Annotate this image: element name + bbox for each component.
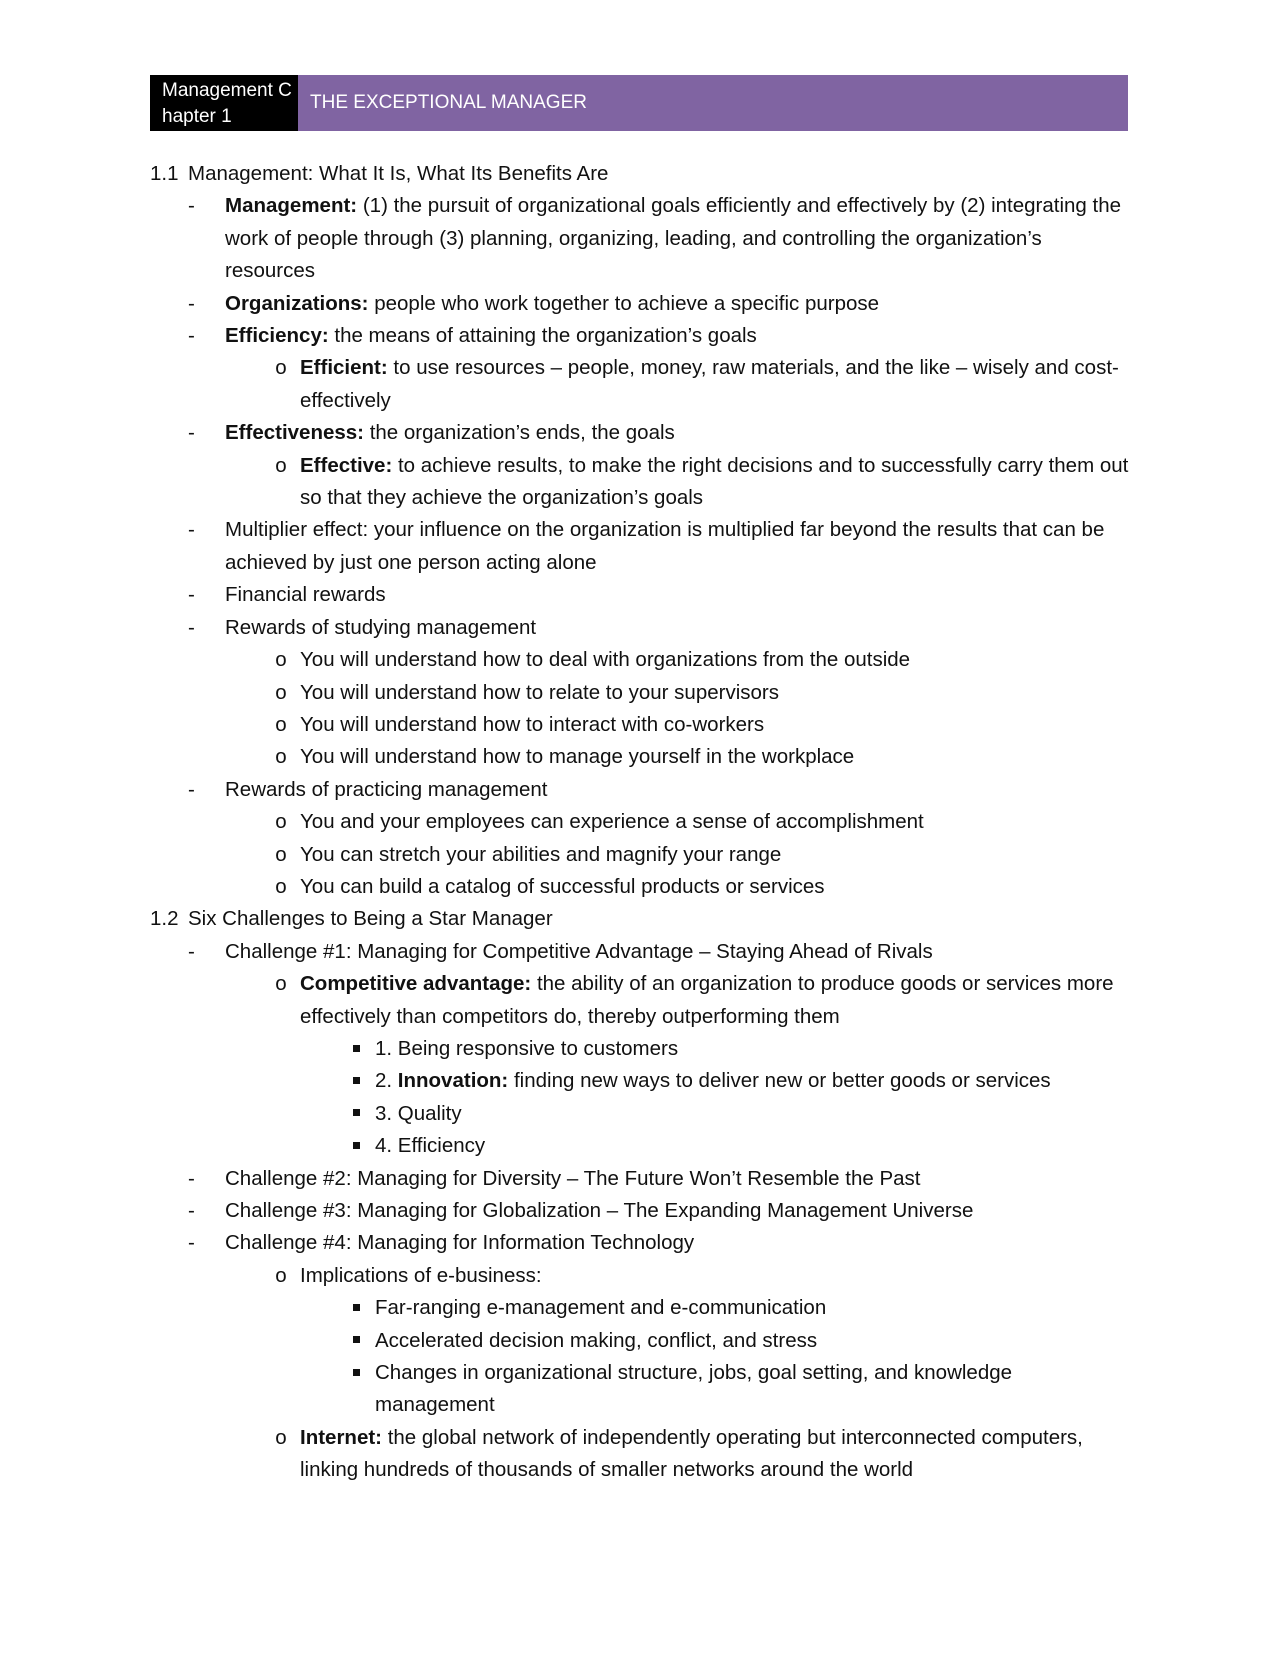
circle-bullet: o: [275, 680, 287, 704]
list-item: - Multiplier effect: your influence on the organization is multiplied far beyond the results that can be achieved by just one person acting alone: [150, 514, 1130, 579]
list-item: o You can stretch your abilities and magnify your range: [150, 839, 1130, 871]
square-bullet-icon: [337, 1130, 375, 1162]
definition: the ability of an organization to produce goods or services more effectively than competitors do, thereby outperforming them: [300, 972, 1114, 1028]
list-item: Changes in organizational structure, jobs, goal setting, and knowledge management: [150, 1357, 1130, 1422]
square-bullet-icon: [337, 1033, 375, 1065]
dash-bullet: -: [188, 939, 195, 963]
square-bullet-icon: [337, 1325, 375, 1357]
list-item: 1. Being responsive to customers: [150, 1033, 1130, 1065]
list-item: [150, 417, 1130, 449]
list-item: - Challenge #3: Managing for Globalization – The Expanding Management Universe: [150, 1195, 1130, 1227]
circle-bullet: o: [275, 1263, 287, 1287]
square-bullet-icon: [337, 1065, 375, 1097]
dash-bullet: -: [188, 1231, 195, 1255]
definition: (1) the pursuit of organizational goals efficiently and effectively by (2) integrating the work of people through (3) planning, organizing, leading, and controlling the organization’s resources: [225, 194, 1122, 283]
dash-bullet: -: [188, 194, 195, 218]
circle-bullet: o: [275, 874, 287, 898]
circle-bullet: o: [275, 842, 287, 866]
dash-bullet: -: [188, 777, 195, 801]
definition: the global network of independently operating but interconnected computers, linking hundreds of thousands of smaller networks around the world: [300, 1425, 1083, 1482]
list-item: 2. Innovation: finding new ways to deliver new or better goods or services: [150, 1065, 1130, 1097]
list-item: o Implications of e-business:: [150, 1260, 1130, 1292]
circle-bullet: o: [275, 810, 287, 834]
circle-bullet: o: [275, 972, 287, 996]
dash-bullet: -: [188, 615, 195, 639]
definition: the means of attaining the organization’s goals: [328, 324, 757, 348]
list-item: o You can build a catalog of successful products or services: [150, 871, 1130, 903]
dash-bullet: -: [188, 1166, 195, 1190]
square-bullet-icon: [337, 1357, 375, 1389]
list-item: - Rewards of practicing management: [150, 774, 1130, 806]
list-item: Far-ranging e-management and e-communication: [150, 1292, 1130, 1324]
list-item: 3. Quality: [150, 1098, 1130, 1130]
list-item: o You will understand how to manage yourself in the workplace: [150, 741, 1130, 773]
term: Effective:: [300, 453, 393, 477]
term: Effectiveness:: [225, 421, 365, 445]
dash-bullet: -: [188, 583, 195, 607]
circle-bullet: o: [275, 453, 287, 477]
dash-bullet: -: [188, 291, 195, 315]
list-item: - Challenge #2: Managing for Diversity – The Future Won’t Resemble the Past: [150, 1163, 1130, 1195]
list-item: - Challenge #4: Managing for Information Technology: [150, 1227, 1130, 1259]
circle-bullet: o: [275, 356, 287, 380]
definition: to use resources – people, money, raw materials, and the like – wisely and cost-effectively: [300, 356, 1119, 412]
circle-bullet: o: [275, 648, 287, 672]
term: Competitive advantage:: [300, 972, 532, 996]
list-item: [150, 288, 1130, 320]
outline-content: [150, 158, 1130, 1487]
section-title: Six Challenges to Being a Star Manager: [188, 907, 553, 931]
section-title: Management: What It Is, What Its Benefits Are: [188, 162, 609, 185]
dash-bullet: -: [188, 324, 195, 348]
section-heading: [150, 158, 1130, 190]
square-bullet-icon: [337, 1292, 375, 1324]
square-bullet-icon: [337, 1098, 375, 1130]
term: Management:: [225, 194, 358, 218]
list-item: - Challenge #1: Managing for Competitive Advantage – Staying Ahead of Rivals: [150, 936, 1130, 968]
chapter-title: THE EXCEPTIONAL MANAGER: [298, 75, 1128, 131]
list-item: - Financial rewards: [150, 579, 1130, 611]
definition: to achieve results, to make the right decisions and to successfully carry them out so that they achieve the organization’s goals: [300, 453, 1129, 510]
circle-bullet: o: [275, 745, 287, 769]
term: Innovation:: [397, 1069, 509, 1093]
list-item: [150, 450, 1130, 515]
list-item: - Rewards of studying management: [150, 612, 1130, 644]
page-header: [150, 75, 1128, 131]
chapter-label: Management Chapter 1: [150, 75, 298, 131]
dash-bullet: -: [188, 421, 195, 445]
definition: finding new ways to deliver new or better goods or services: [508, 1069, 1051, 1093]
section-number: 1.2: [150, 907, 179, 931]
term: Organizations:: [225, 291, 369, 315]
list-item: [150, 1422, 1130, 1487]
definition: the organization’s ends, the goals: [364, 421, 675, 445]
list-item: [150, 352, 1130, 417]
list-item: 4. Efficiency: [150, 1130, 1130, 1162]
section-heading: [150, 903, 1130, 935]
list-item: [150, 320, 1130, 352]
list-item: o You will understand how to relate to your supervisors: [150, 677, 1130, 709]
list-item: [150, 968, 1130, 1033]
term: Efficiency:: [225, 324, 329, 348]
term: Efficient:: [300, 356, 388, 380]
list-item: o You will understand how to interact with co-workers: [150, 709, 1130, 741]
list-item: Accelerated decision making, conflict, and stress: [150, 1325, 1130, 1357]
dash-bullet: -: [188, 518, 195, 542]
section-number: 1.1: [150, 162, 179, 185]
term: Internet:: [300, 1425, 382, 1449]
list-item: [150, 190, 1130, 287]
list-item: o You and your employees can experience a sense of accomplishment: [150, 806, 1130, 838]
circle-bullet: o: [275, 1425, 287, 1449]
circle-bullet: o: [275, 712, 287, 736]
dash-bullet: -: [188, 1199, 195, 1222]
list-item: o You will understand how to deal with organizations from the outside: [150, 644, 1130, 676]
definition: people who work together to achieve a specific purpose: [368, 291, 880, 315]
